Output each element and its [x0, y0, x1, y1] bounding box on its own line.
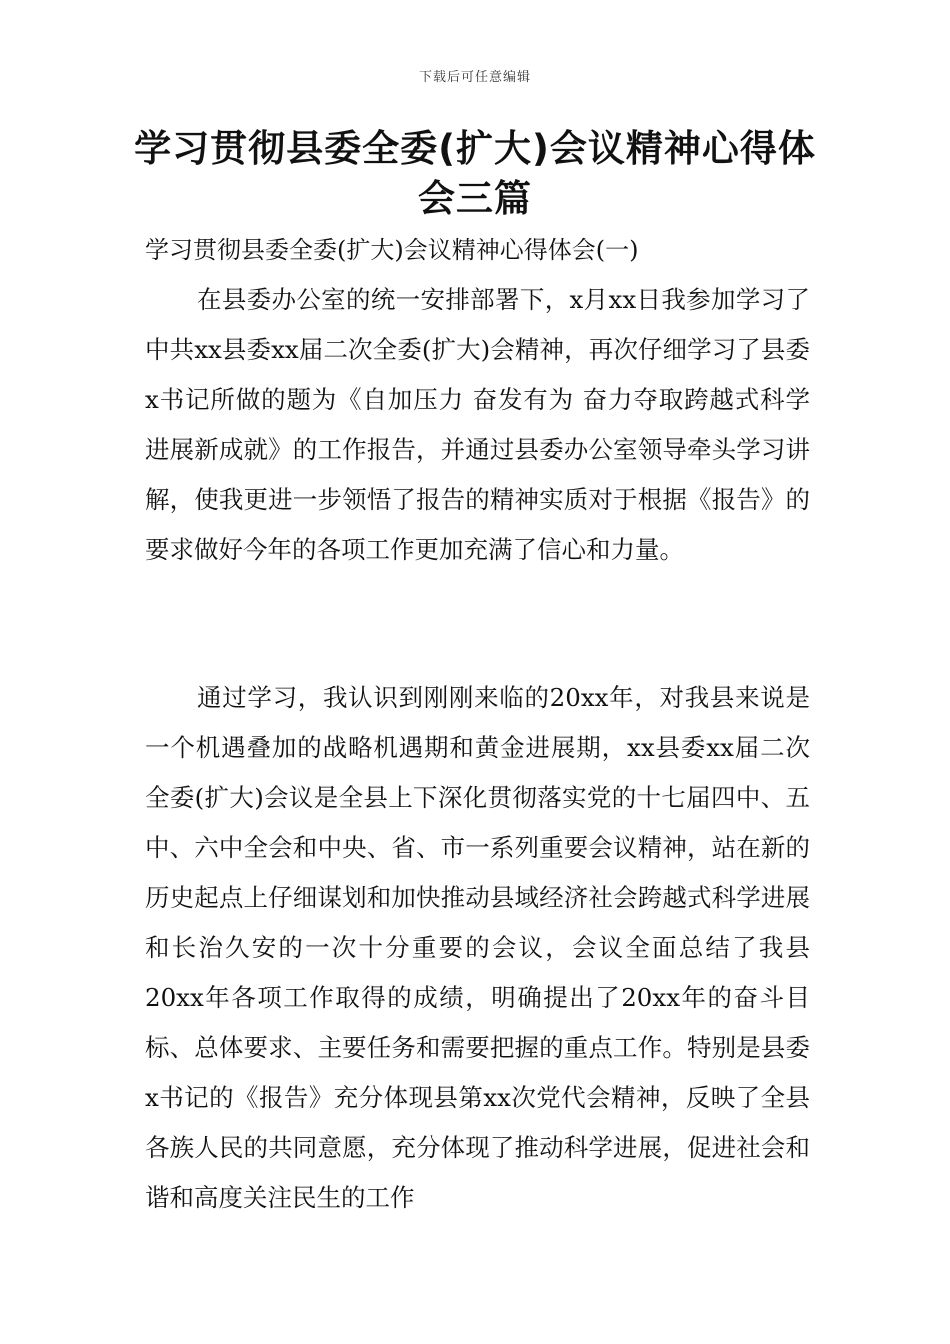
header-note: 下载后可任意编辑	[418, 70, 531, 85]
section-subtitle: 学习贯彻县委全委(扩大)会议精神心得体会(一)	[145, 236, 639, 264]
body-paragraph-1: 在县委办公室的统一安排部署下，x月xx日我参加学习了中共xx县委xx届二次全委(扩大)会精神，再次仔细学习了县委x书记所做的题为《自加压力 奋发有为 奋力夺取跨越式科学进展新成就》的工作报告，并通过县委办公室领导牵头学习讲解，使我更进一步领悟了报告的精神实质对于根据《报告》的要求做好今年的各项工作更加充满了信心和力量。	[145, 285, 810, 564]
body-paragraph-2: 通过学习，我认识到刚刚来临的20xx年，对我县来说是一个机遇叠加的战略机遇期和黄金进展期，xx县委xx届二次全委(扩大)会议是全县上下深化贯彻落实党的十七届四中、五中、六中全会和中央、省、市一系列重要会议精神，站在新的历史起点上仔细谋划和加快推动县域经济社会跨越式科学进展和长治久安的一次十分重要的会议，会议全面总结了我县20xx年各项工作取得的成绩，明确提出了20xx年的奋斗目标、总体要求、主要任务和需要把握的重点工作。特别是县委x书记的《报告》充分体现县第xx次党代会精神，反映了全县各族人民的共同意愿，充分体现了推动科学进展，促进社会和谐和高度关注民生的工作	[145, 683, 810, 1212]
document-title: 学习贯彻县委全委(扩大)会议精神心得体会三篇	[134, 127, 816, 220]
